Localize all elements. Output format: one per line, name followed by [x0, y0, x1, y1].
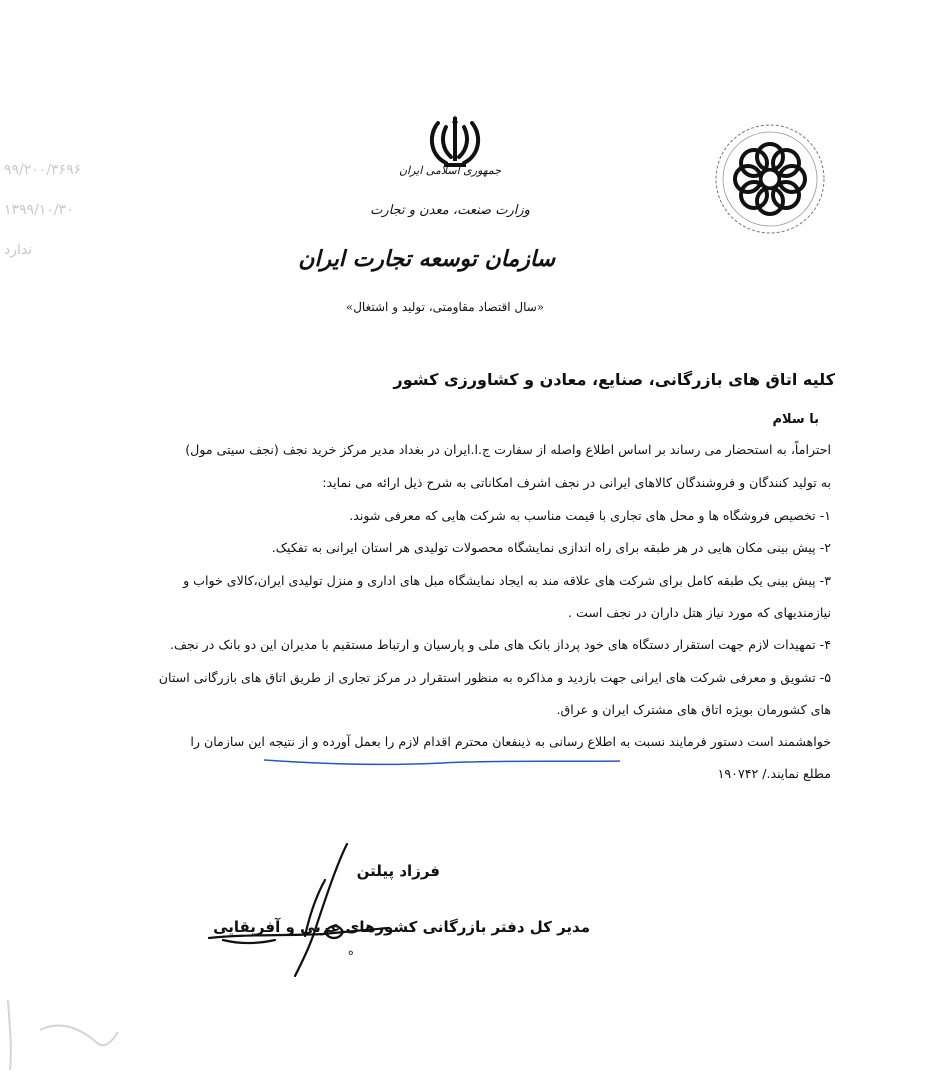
- blue-pen-underline: [262, 752, 622, 768]
- small-mark: ﻩ: [348, 945, 354, 958]
- list-item-4: ۴- تمهیدات لازم جهت استقرار دستگاه های خود پرداز بانک های ملی و پارسیان و ارتباط مستقیم با مدیران این دو بانک در نجف.: [170, 637, 831, 652]
- intro-line-1: احتراماً، به استحضار می رساند بر اساس اطلاع واصله از سفارت ج.ا.ایران در بغداد مدیر مرکز خرید نجف (نجف سیتی مول): [185, 442, 831, 457]
- list-item-3: ۳- پیش بینی یک طبقه کامل برای شرکت های علاقه مند به ایجاد نمایشگاه مبل های اداری و منزل تولیدی ایران،کالای خواب و: [183, 573, 831, 588]
- list-item-5-continued: های کشورمان بویژه اتاق های مشترک ایران و عراق.: [556, 702, 831, 717]
- year-slogan: «سال اقتصاد مقاومتی، تولید و اشتغال»: [345, 300, 545, 314]
- letter-attachment: ندارد: [4, 242, 33, 258]
- closing-line-2: مطلع نمایند./ ۱۹۰۷۴۲: [717, 766, 831, 781]
- list-item-1: ۱- تخصیص فروشگاه ها و محل های تجاری با قیمت مناسب به شرکت هایی که معرفی شوند.: [349, 508, 831, 523]
- ministry-label: وزارت صنعت، معدن و تجارت: [370, 203, 530, 218]
- letter-number: ۹۹/۲۰۰/۳۶۹۶: [4, 162, 82, 178]
- iran-emblem-icon: [424, 113, 486, 171]
- letter-date: ۱۳۹۹/۱۰/۳۰: [4, 202, 74, 218]
- faint-margin-scribble: [0, 990, 130, 1080]
- handwritten-signature: [205, 840, 395, 980]
- letter-metadata: [4, 150, 204, 270]
- list-item-5: ۵- تشویق و معرفی شرکت های ایرانی جهت بازدید و مذاکره به منظور استقرار در مرکز تجاری از طریق اتاق های بازرگانی استان: [158, 670, 831, 685]
- signer-name: فرزاد پیلتن: [356, 862, 440, 880]
- list-item-3-continued: نیازمندیهای که مورد نیاز هتل داران در نجف است .: [567, 605, 831, 620]
- trade-promotion-logo: [712, 121, 828, 237]
- closing-line-1: خواهشمند است دستور فرمایند نسبت به اطلاع رسانی به ذینفعان محترم اقدام لازم را بعمل آورده و از نتیجه این سازمان را: [190, 734, 831, 749]
- greeting: با سلام: [772, 412, 819, 427]
- intro-line-2: به تولید کنندگان و فروشندگان کالاهای ایرانی در نجف اشرف امکاناتی به شرح ذیل ارائه می نماید:: [322, 475, 831, 490]
- recipient-line: کلیه اتاق های بازرگانی، صنایع، معادن و کشاورزی کشور: [393, 370, 835, 389]
- republic-label: جمهوری اسلامی ایران: [398, 164, 502, 177]
- organization-title: سازمان توسعه تجارت ایران: [298, 246, 555, 272]
- signer-title: مدیر کل دفتر بازرگانی کشورهای عربی و آفریقایی: [213, 918, 590, 936]
- list-item-2: ۲- پیش بینی مکان هایی در هر طبقه برای راه اندازی نمایشگاه محصولات تولیدی هر استان ایرانی به تفکیک.: [271, 540, 831, 555]
